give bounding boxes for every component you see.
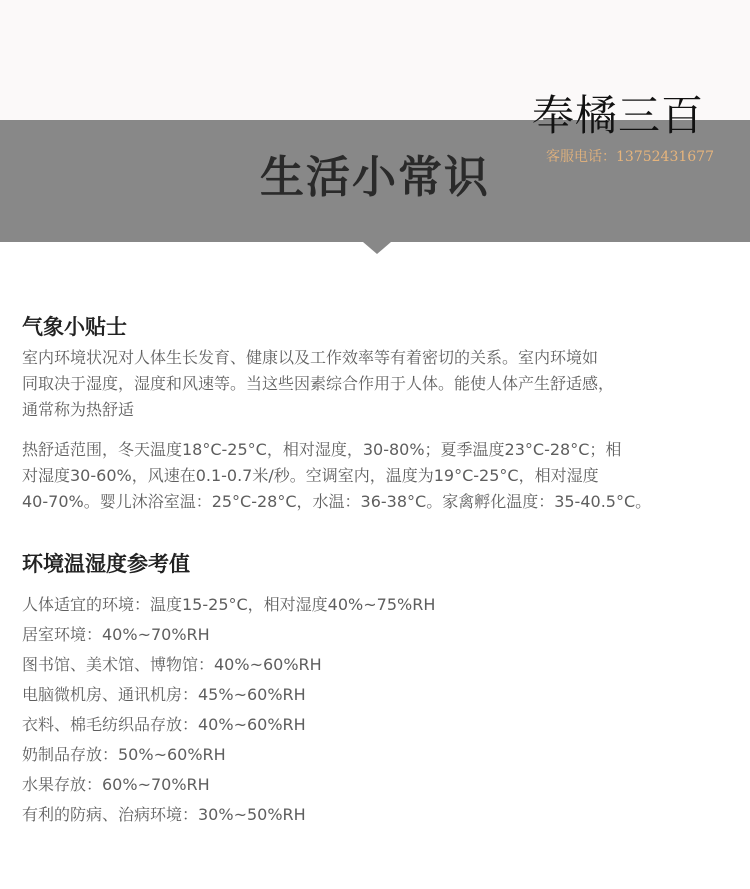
list-item: 水果存放：60%~70%RH [22,775,210,794]
reference-values-list [22,590,738,830]
paragraph-line: 热舒适范围，冬天温度18°C-25°C，相对湿度，30-80%；夏季温度23°C-28°C；相 [22,440,622,459]
brand-phone: 客服电话：13752431677 [546,149,714,165]
paragraph-line: 40-70%。婴儿沐浴室温：25°C-28°C，水温：36-38°C。家禽孵化温度：35-40.5°C。 [22,492,652,511]
weather-tips-heading: 气象小贴士 [22,315,127,339]
list-item: 居室环境：40%~70%RH [22,625,210,644]
list-item: 奶制品存放：50%~60%RH [22,745,226,764]
reference-values-heading: 环境温湿度参考值 [22,552,190,576]
brand-name: 奉橘三百 [532,91,705,140]
banner-title: 生活小常识 [260,152,490,203]
paragraph-line: 室内环境状况对人体生长发育、健康以及工作效率等有着密切的关系。室内环境如 [22,348,599,367]
reference-values-section [22,548,738,830]
list-item: 电脑微机房、通讯机房：45%~60%RH [22,685,306,704]
list-item: 图书馆、美术馆、博物馆：40%~60%RH [22,655,322,674]
list-item: 衣料、棉毛纺织品存放：40%~60%RH [22,715,306,734]
list-item: 人体适宜的环境：温度15-25°C，相对湿度40%~75%RH [22,595,436,614]
weather-tips-paragraph-1 [22,345,738,423]
banner-pointer [363,242,391,254]
weather-tips-paragraph-2 [22,437,738,515]
paragraph-line: 通常称为热舒适 [22,400,135,419]
weather-tips-section [22,311,738,515]
list-item: 有利的防病、治病环境：30%~50%RH [22,805,306,824]
paragraph-line: 同取决于湿度，湿度和风速等。当这些因素综合作用于人体。能使人体产生舒适感， [22,374,615,393]
paragraph-line: 对湿度30-60%，风速在0.1-0.7米/秒。空调室内，温度为19°C-25°C，相对湿度 [22,466,599,485]
